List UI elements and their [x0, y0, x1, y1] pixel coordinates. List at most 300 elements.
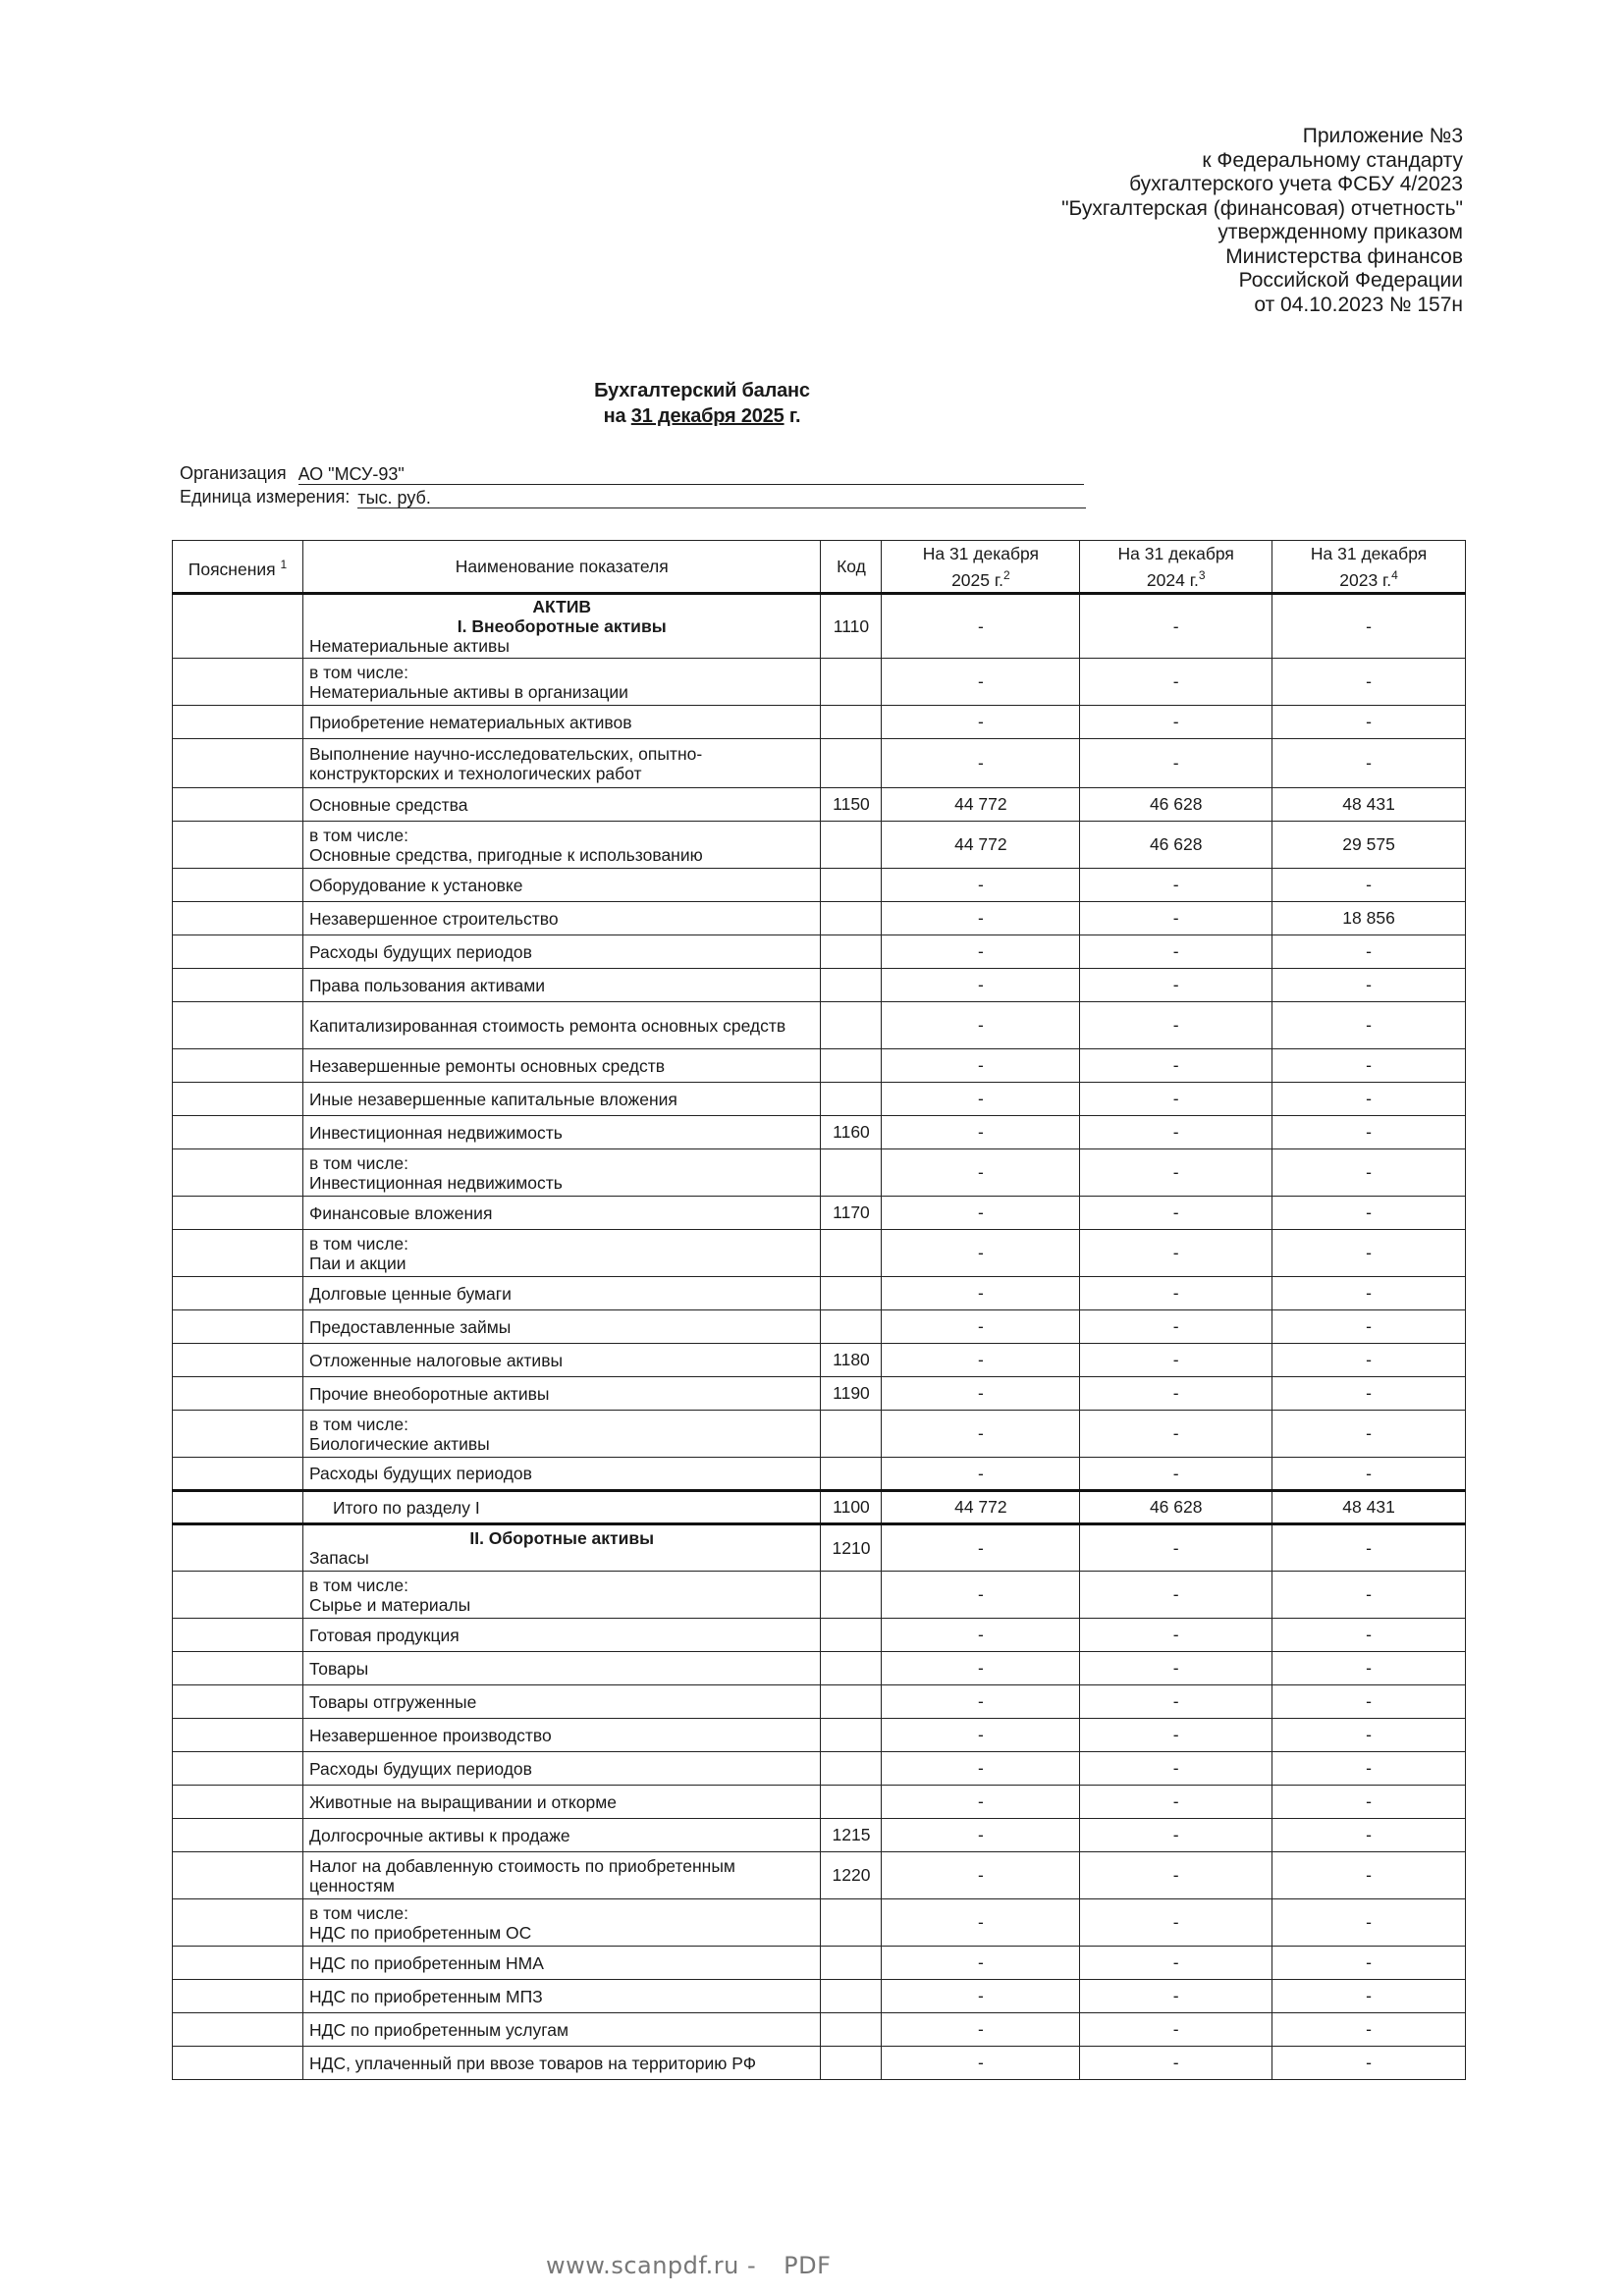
- organization-value: АО "МСУ-93": [298, 462, 1084, 485]
- line-code: [821, 1719, 882, 1752]
- value-2025: -: [882, 1458, 1080, 1491]
- title-date-line: [0, 403, 1404, 429]
- balance-table: [172, 540, 1466, 2080]
- notes-cell: [173, 1310, 303, 1344]
- value-2023: -: [1272, 1947, 1466, 1980]
- indicator-label: Итого по разделу I: [332, 1497, 480, 1518]
- indicator-label: Незавершенные ремонты основных средств: [308, 1055, 666, 1076]
- notes-cell: [173, 1980, 303, 2013]
- header-2025: На 31 декабря 2025 г.$^2$: [882, 541, 1080, 594]
- title-line: Бухгалтерский баланс: [594, 380, 810, 401]
- notes-cell: [173, 1947, 303, 1980]
- indicator-label: Инвестиционная недвижимость: [308, 1172, 563, 1193]
- indicator-name: [302, 739, 821, 788]
- value-2025: -: [882, 1786, 1080, 1819]
- line-code: [821, 1310, 882, 1344]
- appendix-line: Министерства финансов: [1225, 244, 1463, 268]
- indicator-label: Основные средства: [308, 794, 468, 815]
- indicator-label: НДС по приобретенным МПЗ: [308, 1986, 543, 2006]
- value-2023: -: [1272, 1752, 1466, 1786]
- indicator-label: Незавершенное строительство: [308, 908, 559, 929]
- indicator-name: [302, 902, 821, 935]
- value-2025: -: [882, 2013, 1080, 2047]
- notes-cell: [173, 2013, 303, 2047]
- value-2024: -: [1080, 1685, 1272, 1719]
- indicator-label: Сырье и материалы: [308, 1594, 471, 1615]
- notes-cell: [173, 1049, 303, 1083]
- header-code: Код: [821, 541, 882, 594]
- table-row: [173, 1277, 1466, 1310]
- value-2025: -: [882, 1980, 1080, 2013]
- value-2023: -: [1272, 1572, 1466, 1619]
- notes-cell: [173, 869, 303, 902]
- value-2023: -: [1272, 1411, 1466, 1458]
- indicator-name: [302, 869, 821, 902]
- notes-cell: [173, 1719, 303, 1752]
- line-code: [821, 902, 882, 935]
- value-2025: -: [882, 1685, 1080, 1719]
- value-2024: -: [1080, 902, 1272, 935]
- table-row: [173, 706, 1466, 739]
- line-code: [821, 1411, 882, 1458]
- indicator-name: [302, 1083, 821, 1116]
- indicator-name: [302, 1310, 821, 1344]
- indicator-name: [302, 1980, 821, 2013]
- indicator-name: [302, 706, 821, 739]
- table-row: [173, 1344, 1466, 1377]
- value-2024: -: [1080, 1719, 1272, 1752]
- indicator-label: Нематериальные активы в организации: [308, 681, 628, 702]
- line-code: [821, 1149, 882, 1197]
- value-2025: -: [882, 706, 1080, 739]
- value-2023: -: [1272, 1002, 1466, 1049]
- notes-cell: [173, 1572, 303, 1619]
- section-heading: I. Внеоборотные активы: [457, 616, 667, 636]
- value-2024: -: [1080, 1458, 1272, 1491]
- indicator-name: [302, 1572, 821, 1619]
- value-2024: -: [1080, 659, 1272, 706]
- indicator-label: Прочие внеоборотные активы: [308, 1383, 550, 1404]
- table-row: [173, 902, 1466, 935]
- indicator-name: [302, 1786, 821, 1819]
- indicator-label: Предоставленные займы: [308, 1316, 512, 1337]
- notes-cell: [173, 2047, 303, 2080]
- line-code: [821, 659, 882, 706]
- notes-cell: [173, 935, 303, 969]
- notes-cell: [173, 1524, 303, 1572]
- indicator-label: Паи и акции: [308, 1253, 406, 1273]
- indicator-label: Приобретение нематериальных активов: [308, 712, 632, 732]
- table-row: [173, 1049, 1466, 1083]
- value-2023: -: [1272, 1230, 1466, 1277]
- table-row: [173, 1524, 1466, 1572]
- value-2023: -: [1272, 1310, 1466, 1344]
- table-row: [173, 1852, 1466, 1899]
- indicator-label: Товары: [308, 1658, 369, 1679]
- table-row: [173, 1652, 1466, 1685]
- value-2025: -: [882, 659, 1080, 706]
- indicator-name: [302, 1197, 821, 1230]
- value-2023: -: [1272, 1083, 1466, 1116]
- title-date: 31 декабря 2025: [630, 405, 784, 427]
- line-code: [821, 1572, 882, 1619]
- value-2025: -: [882, 594, 1080, 659]
- value-2024: -: [1080, 1149, 1272, 1197]
- indicator-label: Основные средства, пригодные к использованию: [308, 844, 703, 865]
- table-row: [173, 1083, 1466, 1116]
- line-code: [821, 1083, 882, 1116]
- value-2025: -: [882, 1947, 1080, 1980]
- value-2023: -: [1272, 739, 1466, 788]
- value-2024: -: [1080, 1230, 1272, 1277]
- line-code: 1160: [821, 1116, 882, 1149]
- value-2024: 46 628: [1080, 822, 1272, 869]
- value-2025: -: [882, 1149, 1080, 1197]
- value-2025: -: [882, 1719, 1080, 1752]
- including-label: в том числе:: [308, 1233, 409, 1254]
- indicator-label: Расходы будущих периодов: [308, 1758, 532, 1779]
- value-2023: -: [1272, 1652, 1466, 1685]
- indicator-name: [302, 1752, 821, 1786]
- line-code: 1150: [821, 788, 882, 822]
- value-2025: -: [882, 1310, 1080, 1344]
- line-code: [821, 1899, 882, 1947]
- including-label: в том числе:: [308, 825, 409, 845]
- watermark-label: PDF: [784, 2252, 832, 2279]
- notes-cell: [173, 902, 303, 935]
- line-code: [821, 1277, 882, 1310]
- line-code: 1110: [821, 594, 882, 659]
- value-2025: -: [882, 1344, 1080, 1377]
- organization-label: Организация: [180, 463, 287, 483]
- appendix-line: "Бухгалтерская (финансовая) отчетность": [1061, 196, 1463, 220]
- line-code: [821, 2013, 882, 2047]
- table-row: [173, 969, 1466, 1002]
- line-code: [821, 706, 882, 739]
- value-2023: -: [1272, 1277, 1466, 1310]
- indicator-label: НДС по приобретенным НМА: [308, 1952, 544, 1973]
- including-label: в том числе:: [308, 1414, 409, 1434]
- indicator-name: [302, 1458, 821, 1491]
- section-heading: II. Оборотные активы: [469, 1528, 655, 1548]
- value-2024: -: [1080, 869, 1272, 902]
- line-code: [821, 869, 882, 902]
- line-code: [821, 1685, 882, 1719]
- value-2025: -: [882, 739, 1080, 788]
- value-2023: -: [1272, 1852, 1466, 1899]
- value-2023: -: [1272, 1049, 1466, 1083]
- value-2023: 48 431: [1272, 788, 1466, 822]
- line-code: [821, 1458, 882, 1491]
- table-row: [173, 1819, 1466, 1852]
- notes-cell: [173, 788, 303, 822]
- value-2024: -: [1080, 1852, 1272, 1899]
- indicator-label: Животные на выращивании и откорме: [308, 1791, 617, 1812]
- value-2025: -: [882, 1652, 1080, 1685]
- unit-value: тыс. руб.: [357, 486, 1086, 508]
- value-2023: -: [1272, 1377, 1466, 1411]
- table-row: [173, 788, 1466, 822]
- indicator-name: [302, 1049, 821, 1083]
- table-body: [173, 594, 1466, 2080]
- value-2025: -: [882, 935, 1080, 969]
- indicator-label: Инвестиционная недвижимость: [308, 1122, 563, 1143]
- including-label: в том числе:: [308, 662, 409, 682]
- line-code: 1170: [821, 1197, 882, 1230]
- line-code: [821, 1980, 882, 2013]
- table-row: [173, 1116, 1466, 1149]
- value-2024: -: [1080, 2047, 1272, 2080]
- indicator-name: [302, 659, 821, 706]
- value-2023: -: [1272, 1116, 1466, 1149]
- indicator-label: НДС по приобретенным услугам: [308, 2019, 569, 2040]
- indicator-label: Отложенные налоговые активы: [308, 1350, 564, 1370]
- indicator-name: [302, 822, 821, 869]
- table-row: [173, 659, 1466, 706]
- table-row: [173, 1149, 1466, 1197]
- value-2025: -: [882, 1819, 1080, 1852]
- notes-cell: [173, 822, 303, 869]
- indicator-label: Биологические активы: [308, 1433, 490, 1454]
- notes-cell: [173, 659, 303, 706]
- table-row: [173, 935, 1466, 969]
- indicator-name: [302, 1491, 821, 1524]
- unit-label: Единица измерения:: [180, 487, 351, 507]
- line-code: [821, 739, 882, 788]
- table-row: [173, 1947, 1466, 1980]
- value-2025: 44 772: [882, 788, 1080, 822]
- table-row: [173, 1310, 1466, 1344]
- value-2025: -: [882, 1752, 1080, 1786]
- indicator-name: [302, 2013, 821, 2047]
- document-meta: [180, 461, 1086, 508]
- notes-cell: [173, 1458, 303, 1491]
- value-2024: -: [1080, 1310, 1272, 1344]
- table-row: [173, 1685, 1466, 1719]
- value-2025: 44 772: [882, 822, 1080, 869]
- value-2023: 48 431: [1272, 1491, 1466, 1524]
- indicator-label: Долговые ценные бумаги: [308, 1283, 512, 1304]
- notes-cell: [173, 1786, 303, 1819]
- value-2025: -: [882, 1899, 1080, 1947]
- value-2023: -: [1272, 659, 1466, 706]
- including-label: в том числе:: [308, 1152, 409, 1173]
- indicator-name: [302, 969, 821, 1002]
- value-2024: -: [1080, 1899, 1272, 1947]
- line-code: [821, 1002, 882, 1049]
- table-row: [173, 822, 1466, 869]
- header-notes: Пояснения $^1$: [173, 541, 303, 594]
- value-2023: -: [1272, 1899, 1466, 1947]
- appendix-line: от 04.10.2023 № 157н: [1254, 293, 1463, 316]
- value-2023: -: [1272, 1197, 1466, 1230]
- value-2025: -: [882, 1049, 1080, 1083]
- line-code: [821, 1947, 882, 1980]
- indicator-name: [302, 1899, 821, 1947]
- indicator-label: Расходы будущих периодов: [308, 1464, 532, 1483]
- value-2023: -: [1272, 935, 1466, 969]
- indicator-name: [302, 2047, 821, 2080]
- notes-cell: [173, 1752, 303, 1786]
- indicator-label: Налог на добавленную стоимость по приобретенным ценностям: [308, 1855, 735, 1896]
- value-2024: -: [1080, 1197, 1272, 1230]
- value-2024: -: [1080, 1524, 1272, 1572]
- value-2025: -: [882, 969, 1080, 1002]
- header-2024: На 31 декабря 2024 г.$^3$: [1080, 541, 1272, 594]
- value-2023: -: [1272, 869, 1466, 902]
- value-2023: -: [1272, 1458, 1466, 1491]
- indicator-label: Права пользования активами: [308, 975, 546, 995]
- table-row: [173, 739, 1466, 788]
- value-2024: -: [1080, 1002, 1272, 1049]
- value-2025: -: [882, 1277, 1080, 1310]
- indicator-label: Выполнение научно-исследовательских, опытно-конструкторских и технологических работ: [308, 743, 703, 783]
- notes-cell: [173, 1819, 303, 1852]
- watermark-footer: [546, 2252, 858, 2279]
- indicator-label: Финансовые вложения: [308, 1202, 493, 1223]
- value-2024: -: [1080, 1572, 1272, 1619]
- line-code: [821, 1752, 882, 1786]
- value-2025: -: [882, 1083, 1080, 1116]
- value-2024: -: [1080, 1752, 1272, 1786]
- value-2023: -: [1272, 1619, 1466, 1652]
- value-2024: -: [1080, 1819, 1272, 1852]
- table-row: [173, 1619, 1466, 1652]
- appendix-line: бухгалтерского учета ФСБУ 4/2023: [1129, 173, 1463, 195]
- indicator-label: Незавершенное производство: [308, 1725, 552, 1745]
- value-2024: 46 628: [1080, 1491, 1272, 1524]
- notes-cell: [173, 1344, 303, 1377]
- indicator-name: [302, 1344, 821, 1377]
- value-2025: -: [882, 1572, 1080, 1619]
- value-2024: -: [1080, 706, 1272, 739]
- notes-cell: [173, 1899, 303, 1947]
- header-2023: На 31 декабря 2023 г.$^4$: [1272, 541, 1466, 594]
- indicator-name: [302, 1947, 821, 1980]
- indicator-name: [302, 935, 821, 969]
- value-2024: -: [1080, 1377, 1272, 1411]
- line-code: [821, 935, 882, 969]
- value-2023: -: [1272, 1524, 1466, 1572]
- value-2023: -: [1272, 1719, 1466, 1752]
- value-2023: -: [1272, 969, 1466, 1002]
- notes-cell: [173, 1197, 303, 1230]
- line-code: 1100: [821, 1491, 882, 1524]
- notes-cell: [173, 706, 303, 739]
- notes-cell: [173, 1685, 303, 1719]
- value-2023: 18 856: [1272, 902, 1466, 935]
- table-header-row: [173, 541, 1466, 594]
- indicator-label: Готовая продукция: [308, 1625, 460, 1645]
- notes-cell: [173, 1377, 303, 1411]
- indicator-label: Товары отгруженные: [308, 1691, 477, 1712]
- indicator-name: [302, 1411, 821, 1458]
- value-2024: -: [1080, 2013, 1272, 2047]
- notes-cell: [173, 969, 303, 1002]
- indicator-name: [302, 1230, 821, 1277]
- header-name: Наименование показателя: [302, 541, 821, 594]
- value-2024: -: [1080, 1411, 1272, 1458]
- value-2023: -: [1272, 2047, 1466, 2080]
- value-2025: -: [882, 902, 1080, 935]
- value-2024: -: [1080, 1980, 1272, 2013]
- line-code: [821, 1230, 882, 1277]
- appendix-line: Российской Федерации: [1238, 269, 1463, 292]
- indicator-label: НДС по приобретенным ОС: [308, 1922, 532, 1943]
- table-row: [173, 1002, 1466, 1049]
- value-2023: -: [1272, 2013, 1466, 2047]
- value-2023: -: [1272, 706, 1466, 739]
- indicator-label: Запасы: [308, 1548, 369, 1568]
- value-2023: -: [1272, 1980, 1466, 2013]
- table-row: [173, 1377, 1466, 1411]
- table-row: [173, 1572, 1466, 1619]
- value-2025: -: [882, 2047, 1080, 2080]
- title-suffix: г.: [788, 405, 801, 427]
- notes-cell: [173, 1002, 303, 1049]
- table-row: [173, 1411, 1466, 1458]
- table-row: [173, 2013, 1466, 2047]
- document-title: [0, 378, 1404, 429]
- indicator-label: Долгосрочные активы к продаже: [308, 1825, 570, 1845]
- indicator-name: [302, 788, 821, 822]
- value-2024: -: [1080, 1947, 1272, 1980]
- value-2024: -: [1080, 1083, 1272, 1116]
- value-2025: -: [882, 1524, 1080, 1572]
- value-2025: -: [882, 1197, 1080, 1230]
- notes-cell: [173, 739, 303, 788]
- indicator-label: Капитализированная стоимость ремонта основных средств: [308, 1015, 786, 1036]
- appendix-line: утвержденному приказом: [1217, 221, 1463, 243]
- indicator-name: [302, 1116, 821, 1149]
- notes-cell: [173, 594, 303, 659]
- value-2024: -: [1080, 594, 1272, 659]
- indicator-label: НДС, уплаченный при ввозе товаров на территорию РФ: [308, 2053, 757, 2073]
- value-2025: -: [882, 1619, 1080, 1652]
- value-2025: -: [882, 1116, 1080, 1149]
- indicator-label: Нематериальные активы: [308, 636, 510, 656]
- value-2023: -: [1272, 1344, 1466, 1377]
- value-2024: -: [1080, 1277, 1272, 1310]
- value-2023: -: [1272, 1685, 1466, 1719]
- indicator-label: Оборудование к установке: [308, 875, 523, 895]
- value-2023: -: [1272, 1149, 1466, 1197]
- value-2025: -: [882, 1377, 1080, 1411]
- indicator-name: [302, 1002, 821, 1049]
- notes-cell: [173, 1491, 303, 1524]
- table-row: [173, 1786, 1466, 1819]
- line-code: 1180: [821, 1344, 882, 1377]
- line-code: 1210: [821, 1524, 882, 1572]
- line-code: [821, 1049, 882, 1083]
- value-2024: -: [1080, 935, 1272, 969]
- appendix-line: к Федеральному стандарту: [1202, 148, 1463, 172]
- table-row: [173, 594, 1466, 659]
- value-2025: -: [882, 1230, 1080, 1277]
- title-prefix: на: [603, 405, 626, 427]
- value-2025: -: [882, 1002, 1080, 1049]
- indicator-name: [302, 594, 821, 659]
- line-code: [821, 2047, 882, 2080]
- notes-cell: [173, 1230, 303, 1277]
- notes-cell: [173, 1083, 303, 1116]
- indicator-name: [302, 1819, 821, 1852]
- line-code: [821, 1786, 882, 1819]
- notes-cell: [173, 1852, 303, 1899]
- table-row: [173, 1752, 1466, 1786]
- value-2023: 29 575: [1272, 822, 1466, 869]
- value-2024: -: [1080, 1786, 1272, 1819]
